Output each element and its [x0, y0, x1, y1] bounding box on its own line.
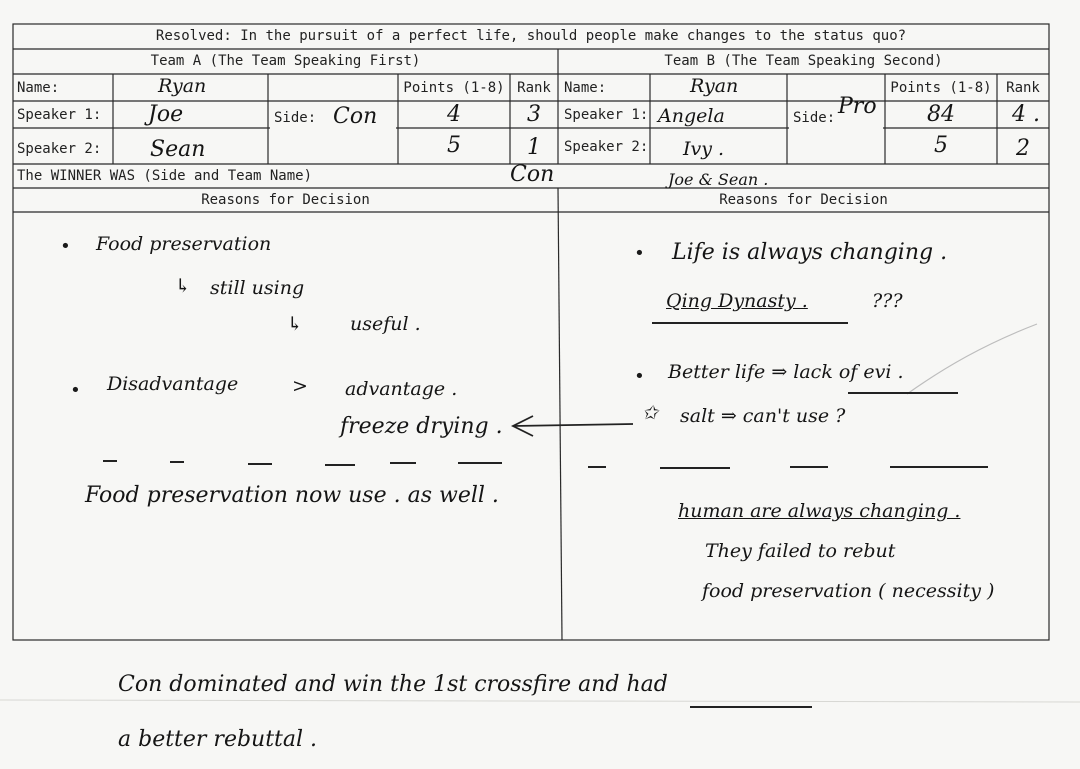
bottom-note-line1: Con dominated and win the 1st crossfire and had	[118, 672, 668, 697]
note-better-life: Better life ⇒ lack of evi .	[668, 361, 904, 383]
team-a-header: Team A (The Team Speaking First)	[150, 53, 421, 69]
team-a-speaker2-label: Speaker 2:	[17, 141, 102, 157]
dash-mark	[790, 466, 828, 468]
dash-mark	[170, 461, 184, 463]
winner-team: Joe & Sean .	[668, 170, 769, 189]
note-food-now: Food preservation now use . as well .	[85, 483, 499, 508]
team-b-speaker2-points: 5	[934, 133, 948, 158]
underline-mark	[690, 706, 812, 708]
bullet-mark: •	[634, 366, 645, 387]
team-a-speaker1-rank: 3	[527, 102, 541, 127]
bullet-mark: •	[60, 236, 71, 257]
resolution-title: Resolved: In the pursuit of a perfect life, should people make changes to the status quo?	[155, 28, 907, 44]
note-advantage: advantage .	[345, 378, 458, 400]
winner-label: The WINNER WAS (Side and Team Name)	[17, 168, 313, 184]
team-b-name-label: Name:	[564, 80, 607, 96]
pen-stroke-mark	[905, 322, 1040, 402]
team-a-speaker1-label: Speaker 1:	[17, 107, 102, 123]
team-b-speaker1-value: Angela	[658, 105, 725, 127]
team-b-speaker2-label: Speaker 2:	[564, 139, 649, 155]
bullet-mark: •	[634, 243, 645, 264]
team-a-speaker1-value: Joe	[148, 102, 184, 127]
team-b-side-label: Side:	[793, 110, 836, 126]
dash-mark	[390, 462, 416, 464]
team-b-speaker1-rank: 4 .	[1012, 102, 1040, 127]
dash-mark	[325, 464, 355, 466]
team-b-reasons-header: Reasons for Decision	[719, 192, 888, 208]
note-food-preservation-necessity: food preservation ( necessity )	[702, 580, 995, 602]
hook-arrow-icon: ↳	[175, 275, 191, 297]
dash-mark	[248, 463, 272, 465]
winner-side: Con	[510, 162, 555, 187]
underline-mark	[848, 392, 958, 394]
note-human-changing: human are always changing .	[678, 500, 961, 522]
dash-mark	[458, 462, 502, 464]
team-a-speaker1-points: 4	[447, 102, 461, 127]
team-a-name-label: Name:	[17, 80, 60, 96]
team-b-header: Team B (The Team Speaking Second)	[664, 53, 943, 69]
team-b-rank-label: Rank	[1006, 80, 1040, 96]
dash-mark	[660, 467, 730, 469]
star-icon: ✩	[642, 402, 658, 424]
note-they-failed: They failed to rebut	[705, 540, 896, 562]
team-a-name-value: Ryan	[158, 75, 207, 97]
team-b-side-value: Pro	[838, 94, 877, 119]
dash-mark	[103, 460, 117, 462]
note-greater-than: >	[292, 375, 308, 397]
team-a-speaker2-value: Sean	[150, 137, 206, 162]
team-a-rank-label: Rank	[517, 80, 551, 96]
team-a-speaker2-points: 5	[447, 133, 461, 158]
note-useful: useful .	[350, 313, 421, 335]
note-question-marks: ???	[872, 290, 903, 312]
team-b-speaker2-value: Ivy .	[683, 138, 725, 160]
team-a-side-label: Side:	[274, 110, 317, 126]
underline-mark	[652, 322, 848, 324]
team-a-reasons-header: Reasons for Decision	[201, 192, 370, 208]
bottom-note-line2: a better rebuttal .	[118, 727, 318, 752]
note-qing-dynasty: Qing Dynasty .	[666, 290, 808, 312]
team-a-speaker2-rank: 1	[527, 135, 541, 160]
dash-mark	[588, 466, 606, 468]
note-disadvantage: Disadvantage	[107, 373, 239, 395]
dash-mark	[890, 466, 988, 468]
note-food-preservation: Food preservation	[96, 233, 272, 255]
team-a-side-value: Con	[333, 104, 378, 129]
bullet-mark: •	[70, 380, 81, 401]
note-still-using: still using	[210, 277, 305, 299]
team-a-points-label: Points (1-8)	[403, 80, 505, 96]
team-b-points-label: Points (1-8)	[890, 80, 992, 96]
team-b-speaker1-points: 84	[927, 102, 955, 127]
team-b-name-value: Ryan	[690, 75, 739, 97]
note-life-changing: Life is always changing .	[672, 240, 948, 265]
note-salt: salt ⇒ can't use ?	[680, 405, 846, 427]
note-freeze-drying: freeze drying .	[340, 414, 503, 439]
team-b-speaker1-label: Speaker 1:	[564, 107, 649, 123]
hook-arrow-icon: ↳	[287, 313, 303, 335]
left-arrow-icon	[505, 412, 635, 442]
team-b-speaker2-rank: 2	[1016, 136, 1030, 161]
